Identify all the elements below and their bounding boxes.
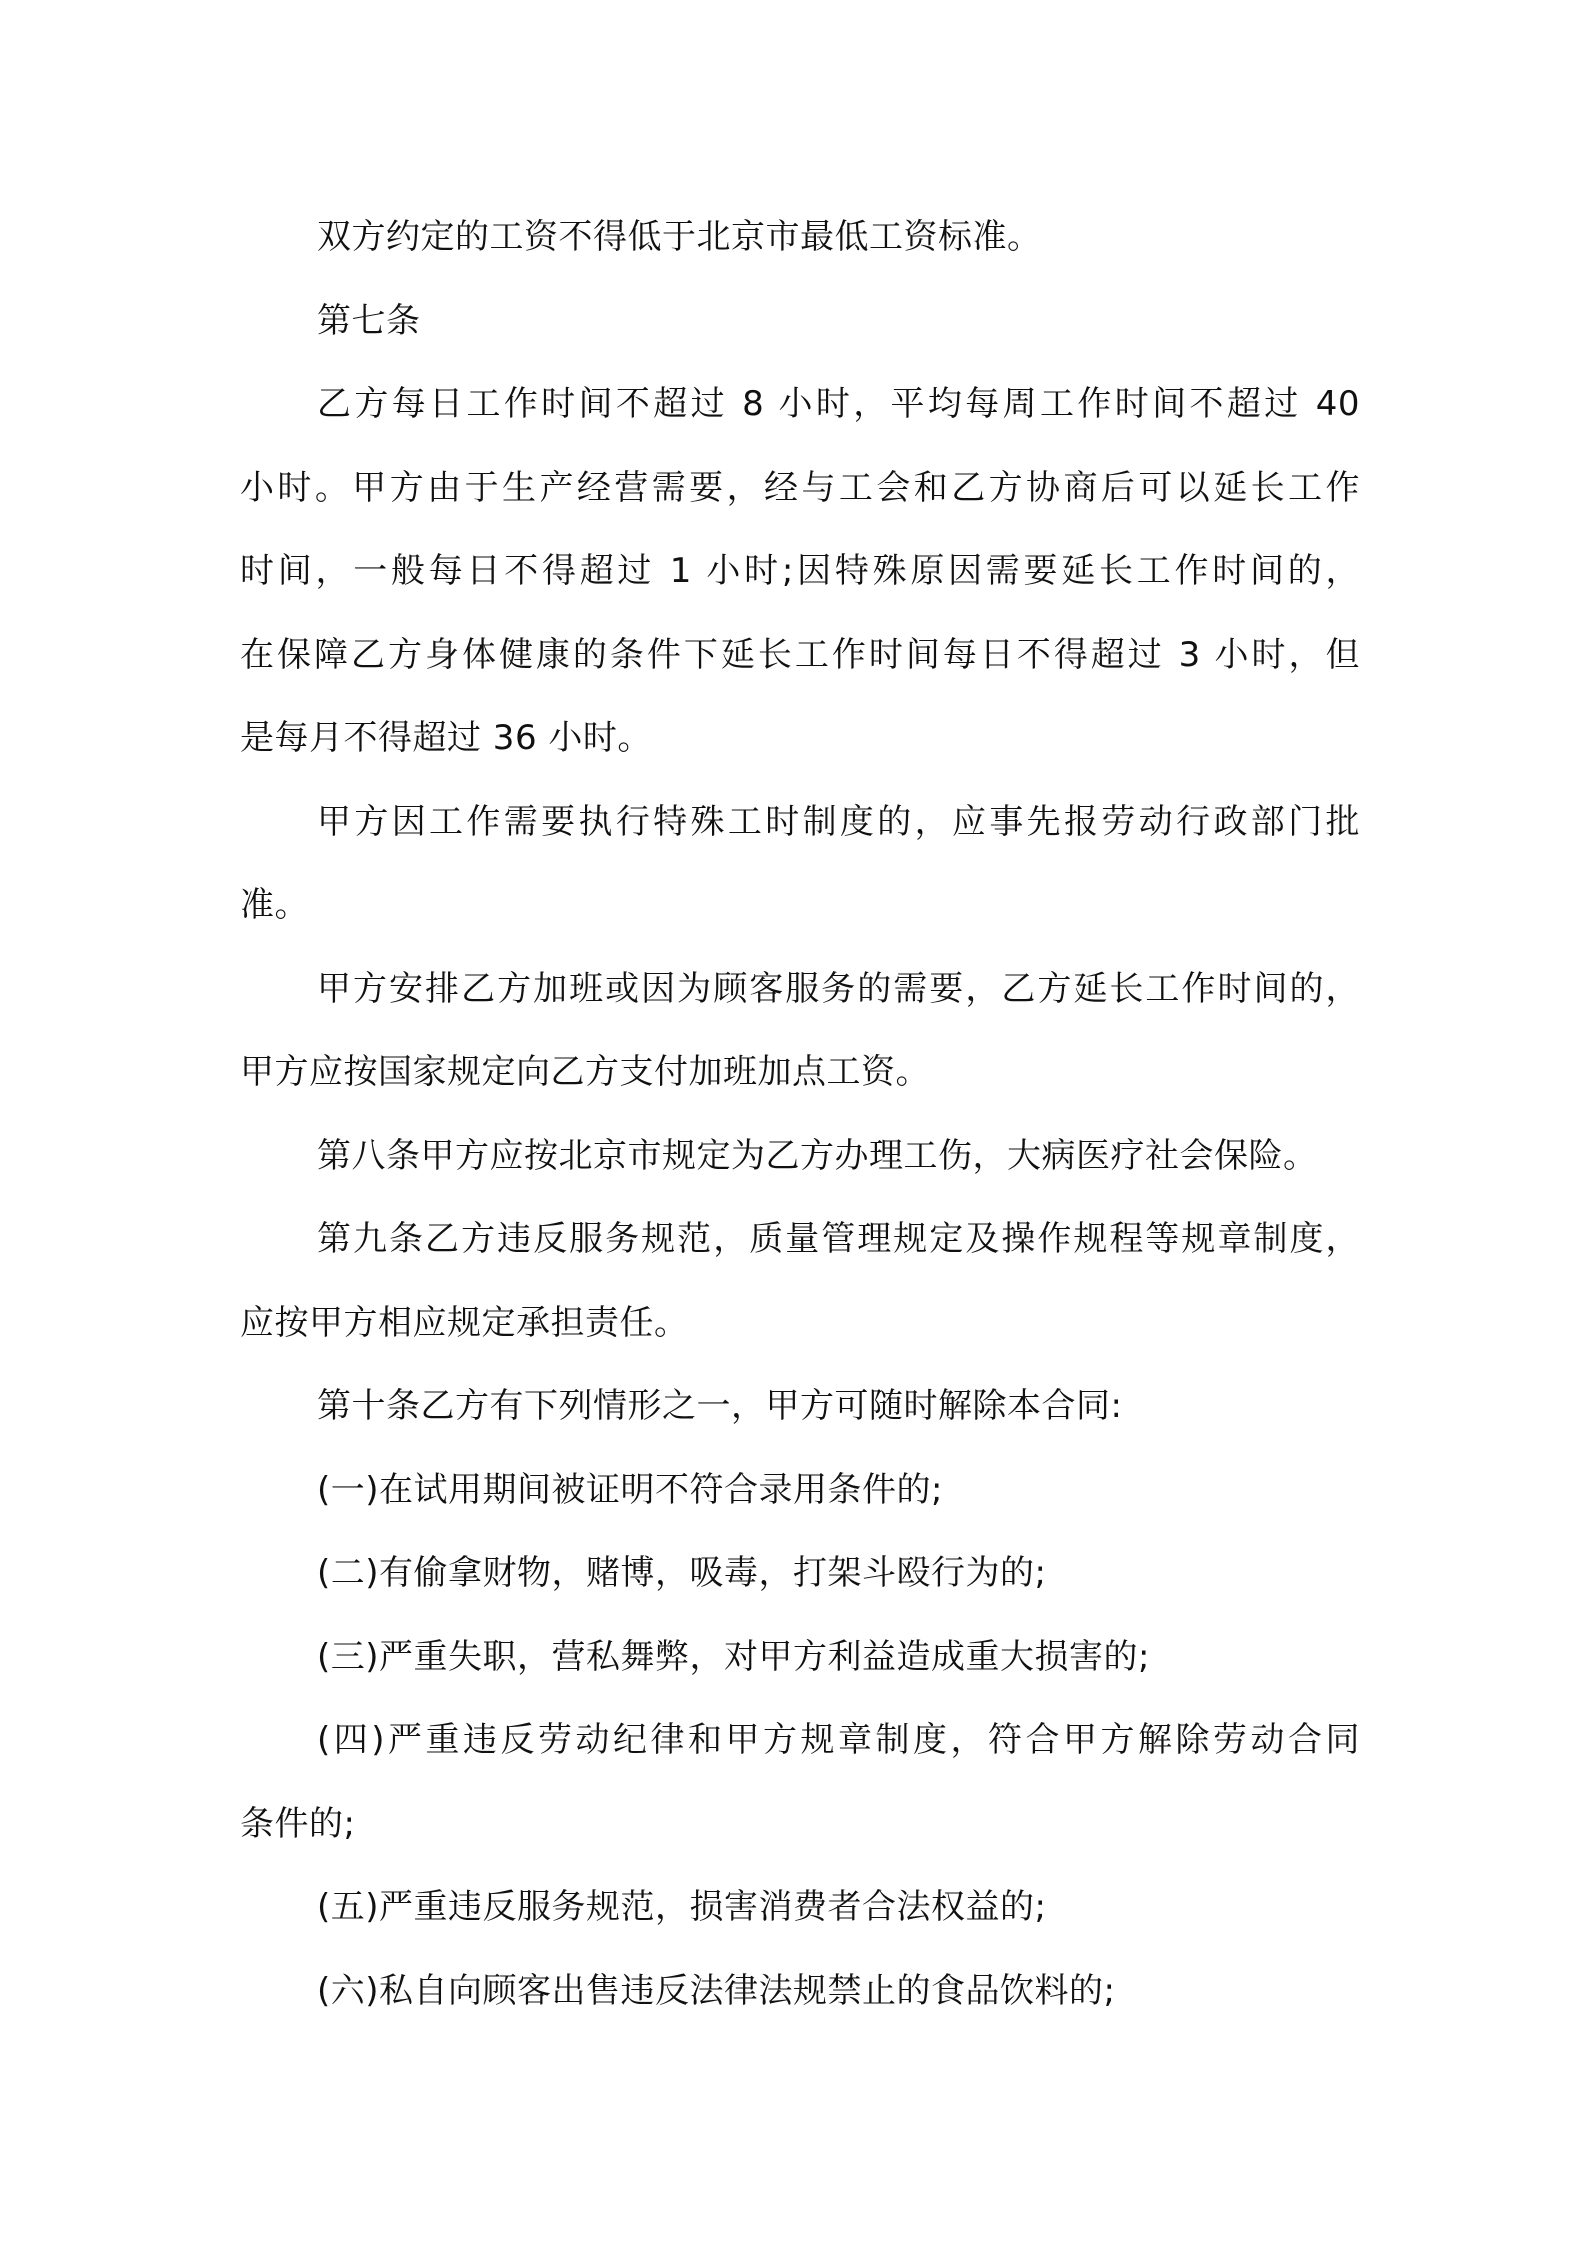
list-item: (二)有偷拿财物，赌博，吸毒，打架斗殴行为的; — [317, 1553, 1047, 1593]
paragraph-line: 应按甲方相应规定承担责任。 — [240, 1302, 689, 1343]
list-item: (六)私自向顾客出售违反法律法规禁止的食品饮料的; — [317, 1970, 1116, 2011]
list-item: (五)严重违反服务规范，损害消费者合法权益的; — [317, 1887, 1047, 1927]
paragraph-line: 小时。甲方由于生产经营需要，经与工会和乙方协商后可以延长工作 — [240, 467, 1360, 508]
article-heading: 第七条 — [317, 300, 421, 341]
paragraph-line: 第八条甲方应按北京市规定为乙方办理工伤，大病医疗社会保险。 — [317, 1135, 1318, 1176]
paragraph-line: 第十条乙方有下列情形之一，甲方可随时解除本合同: — [317, 1386, 1123, 1426]
paragraph-line: 是每月不得超过 36 小时。 — [240, 718, 652, 758]
list-item-continuation: 条件的; — [240, 1803, 356, 1844]
paragraph-line: 甲方安排乙方加班或因为顾客服务的需要，乙方延长工作时间的， — [317, 968, 1360, 1009]
paragraph-line: 双方约定的工资不得低于北京市最低工资标准。 — [317, 217, 1042, 257]
paragraph-line: 乙方每日工作时间不超过 8 小时，平均每周工作时间不超过 40 — [317, 384, 1360, 424]
paragraph-line: 第九条乙方违反服务规范，质量管理规定及操作规程等规章制度， — [317, 1219, 1360, 1259]
paragraph-line: 甲方应按国家规定向乙方支付加班加点工资。 — [240, 1052, 930, 1092]
list-item: (一)在试用期间被证明不符合录用条件的; — [317, 1469, 943, 1510]
paragraph-line: 在保障乙方身体健康的条件下延长工作时间每日不得超过 3 小时，但 — [240, 634, 1360, 675]
paragraph-line: 准。 — [240, 885, 309, 925]
document-body — [240, 196, 1360, 2033]
list-item: (四)严重违反劳动纪律和甲方规章制度，符合甲方解除劳动合同 — [317, 1720, 1360, 1760]
paragraph-line: 甲方因工作需要执行特殊工时制度的，应事先报劳动行政部门批 — [317, 801, 1360, 842]
list-item: (三)严重失职，营私舞弊，对甲方利益造成重大损害的; — [317, 1636, 1150, 1677]
paragraph-line: 时间，一般每日不得超过 1 小时;因特殊原因需要延长工作时间的， — [240, 551, 1360, 591]
